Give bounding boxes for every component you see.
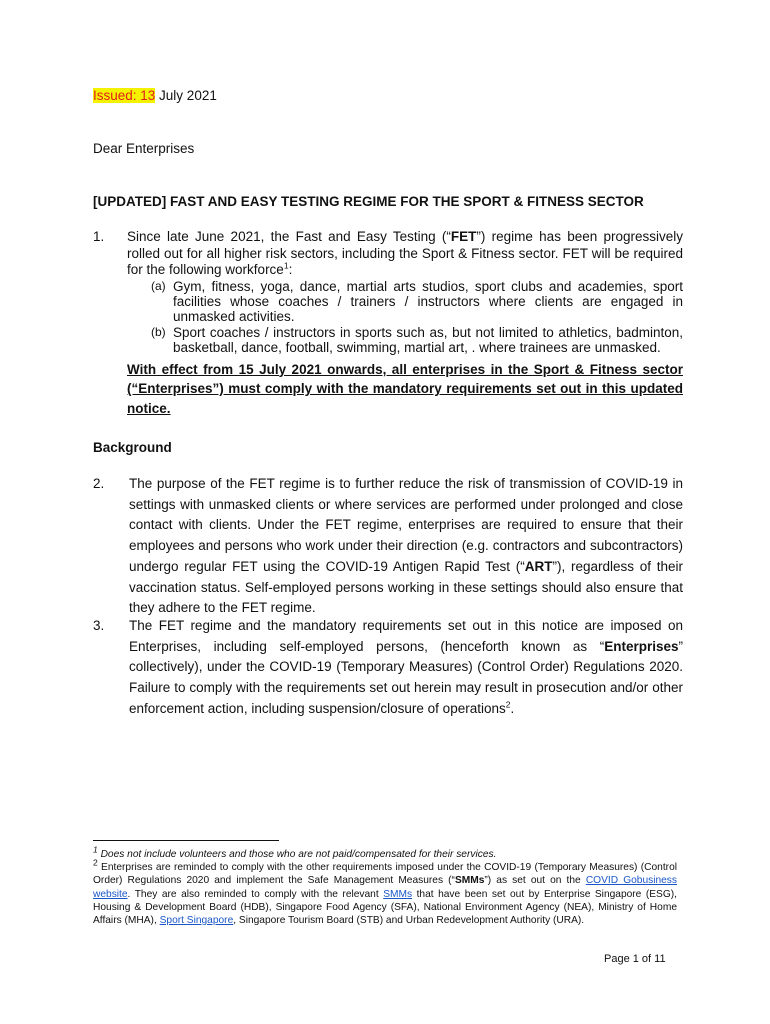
term-enterprises: Enterprises [604, 638, 679, 654]
list-item [127, 279, 683, 325]
paragraph-2 [93, 474, 683, 619]
footnote-2: $^2$ Enterprises are reminded to comply with the other requirements imposed under the COVID-19 (Temporary Measures) (Control Order) Regulations 2020 and implement the Safe Management Measures (“SMMs”) as set out on the COVID Gobusiness website. They are also reminded to comply with the relevant SMMs that have been set out by Enterprise Singapore (ESG), Housing & Development Board (HDB), Singapore Food Agency (SFA), National Environment Agency (NEA), Ministry of Home Affairs (MHA), Sport Singapore, Singapore Tourism Board (STB) and Urban Redevelopment Authority (URA). [93, 857, 677, 927]
covid-gobusiness-link[interactable]: COVID Gobusiness website [93, 875, 677, 900]
paragraph-3 [93, 616, 683, 720]
effective-notice: With effect from 15 July 2021 onwards, all enterprises in the Sport & Fitness sector (“Enterprises”) must comply with the mandatory requirements set out in this updated notice. [127, 361, 683, 416]
paragraph-1-text: Since late June 2021, the Fast and Easy Testing (“FET”) regime has been progressively rolled out for all higher risk sectors, including the Sport & Fitness sector. FET will be required for the following workforce$^1$: (a) Gym, fitness, yoga, dance, martial arts studios, sport clubs and academies, sport facilities whose coaches / trainers / instructors where clients are engaged in unmasked activities. (b) Sport coaches / instructors in sports such as, but not limited to athletics, badminton, basketball, dance, football, swimming, martial art, . where trainees are unmasked. With effect from 15 July 2021 onwards, all enterprises in the Sport & Fitness sector (“Enterprises”) must comply with the mandatory requirements set out in this updated notice. [127, 229, 683, 418]
paragraph-1 [93, 229, 683, 418]
sport-singapore-link[interactable]: Sport Singapore [159, 915, 234, 927]
smms-link[interactable]: SMMs [383, 888, 413, 900]
page-number: Page 1 of 11 [604, 953, 666, 965]
issued-date [93, 88, 217, 103]
paragraph-number: 3. [93, 618, 105, 633]
background-heading: Background [93, 440, 172, 455]
term-art: ART [524, 558, 553, 574]
document-title: [UPDATED] FAST AND EASY TESTING REGIME FOR THE SPORT & FITNESS SECTOR [93, 194, 644, 209]
issued-month-year: July 2021 [155, 88, 217, 103]
footnotes [93, 844, 677, 927]
salutation: Dear Enterprises [93, 141, 195, 156]
list-item-text: Sport coaches / instructors in sports such as, but not limited to athletics, badminton, basketball, dance, football, swimming, martial art, . where trainees are unmasked. [173, 324, 683, 356]
list-item-label: (b) [151, 324, 166, 339]
footnote-1: $^1$ Does not include volunteers and those who are not paid/compensated for their services. [93, 844, 497, 860]
paragraph-3-text: The FET regime and the mandatory requirements set out in this notice are imposed on Enterprises, including self-employed persons, (henceforth known as “Enterprises” collectively), under the COVID-19 (Temporary Measures) (Control Order) Regulations 2020. Failure to comply with the requirements set out herein may result in prosecution and/or other enforcement action, including suspension/closure of operations$^2$. [129, 618, 683, 716]
issued-highlight: Issued: 13 [93, 88, 156, 103]
term-fet: FET [450, 229, 477, 244]
paragraph-number: 1. [93, 229, 105, 244]
paragraph-2-text: The purpose of the FET regime is to further reduce the risk of transmission of COVID-19 in settings with unmasked clients or where services are performed under prolonged and close contact with clients. Under the FET regime, enterprises are required to ensure that their employees and persons who work under their direction (e.g. contractors and subcontractors) undergo regular FET using the COVID-19 Antigen Rapid Test (“ART”), regardless of their vaccination status. Self-employed persons working in these settings should also ensure that they adhere to the FET regime. [129, 476, 683, 616]
footnote-ref-1: 1 [283, 260, 289, 271]
footnote-separator [93, 840, 279, 841]
list-item-label: (a) [151, 278, 166, 293]
paragraph-number: 2. [93, 476, 105, 491]
list-item [127, 325, 683, 356]
list-item-text: Gym, fitness, yoga, dance, martial arts studios, sport clubs and academies, sport facilities whose coaches / trainers / instructors where clients are engaged in unmasked activities. [173, 278, 683, 325]
footnote-ref-2: 2 [505, 699, 511, 710]
